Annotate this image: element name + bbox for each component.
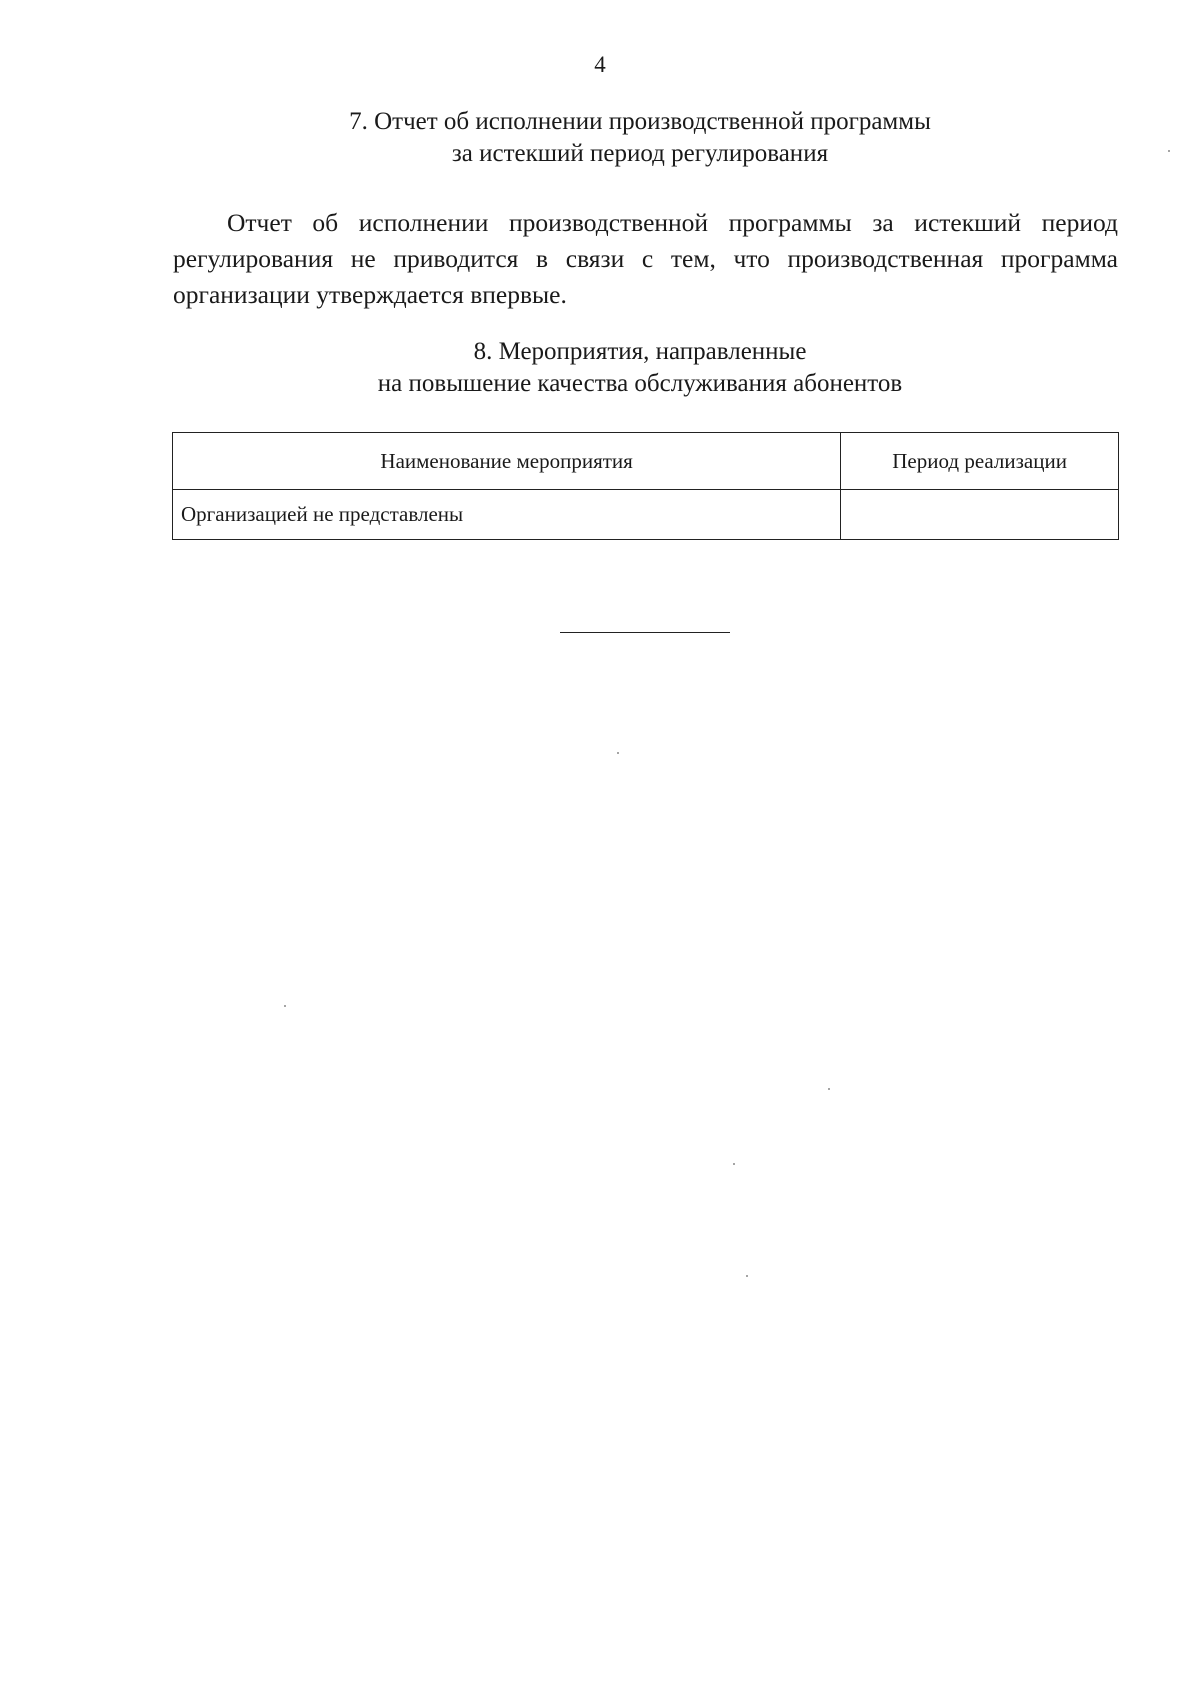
measures-table (172, 432, 1119, 540)
end-of-document-line (560, 632, 730, 633)
section-8-heading-line-2: на повышение качества обслуживания абонентов (377, 370, 903, 397)
section-7-heading (40, 106, 1200, 170)
table-row (173, 490, 1119, 540)
header-implementation-period: Период реализации (841, 433, 1119, 490)
scan-speck (733, 1163, 735, 1165)
table-header-row (173, 433, 1119, 490)
scan-speck (746, 1275, 748, 1277)
scan-speck (284, 1005, 286, 1007)
table-cell-implementation-period (841, 490, 1119, 540)
header-measure-name: Наименование мероприятия (173, 433, 841, 490)
page-number: 4 (594, 52, 606, 77)
section-7-paragraph: Отчет об исполнении производственной программы за истекший период регулирования не приводится в связи с тем, что производственная программа организации утверждается впервые. (173, 208, 1118, 309)
section-8-heading-line-1: 8. Мероприятия, направленные (473, 338, 807, 365)
section-7-heading-line-2: за истекший период регулирования (451, 140, 829, 167)
table-cell-measure-name: Организацией не представлены (173, 490, 841, 540)
section-7-heading-line-1: 7. Отчет об исполнении производственной программы (349, 108, 931, 135)
scan-speck (617, 752, 619, 754)
scan-speck (1168, 150, 1170, 152)
scan-speck (828, 1088, 830, 1090)
section-8-heading (40, 336, 1200, 400)
